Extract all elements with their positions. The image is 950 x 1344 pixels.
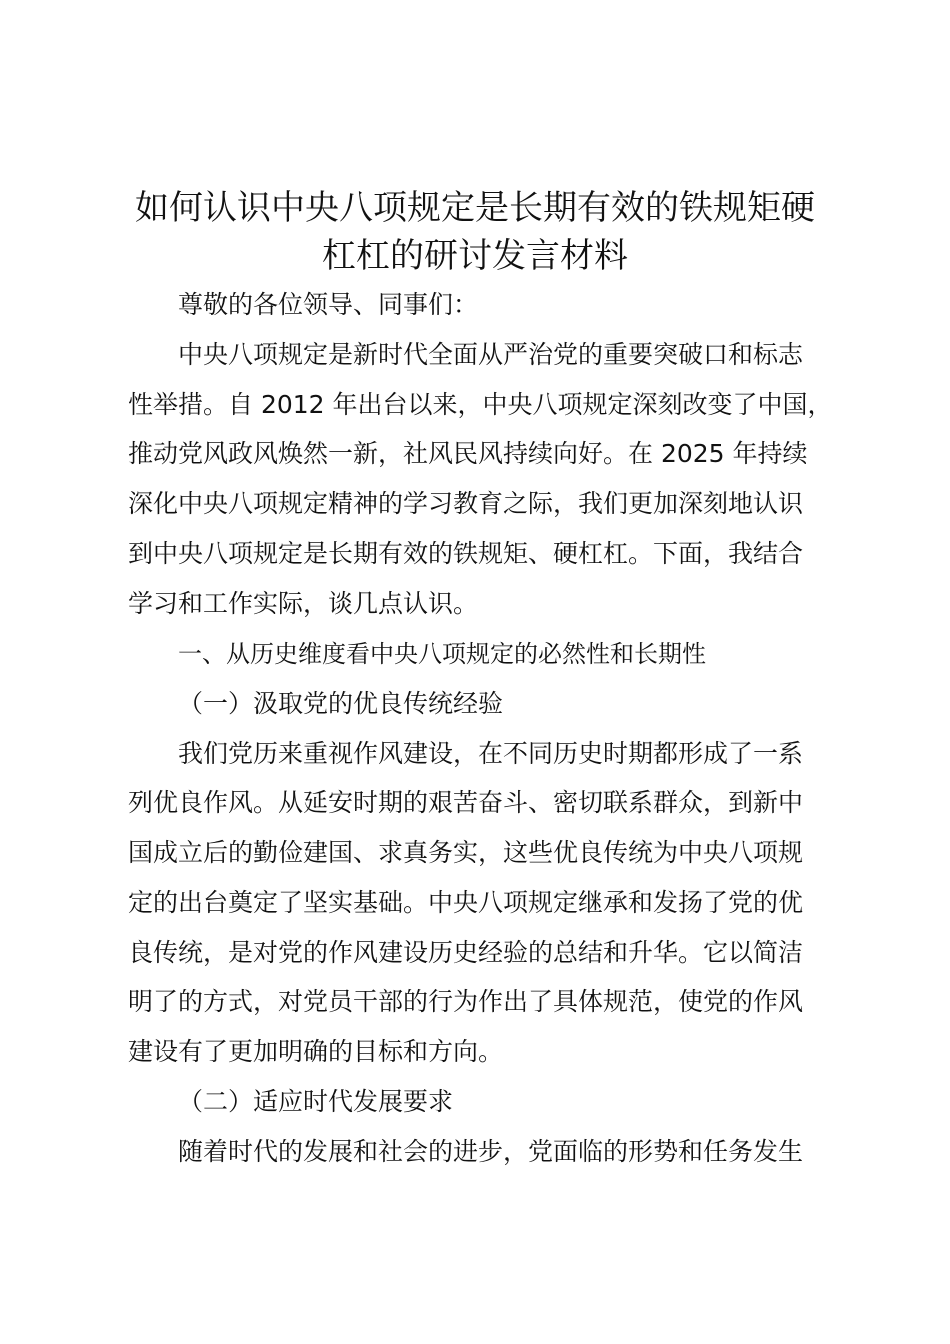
intro-paragraph-line: 到中央八项规定是长期有效的铁规矩、硬杠杠。下面，我结合 [128,539,804,568]
body-paragraph-line: 随着时代的发展和社会的进步，党面临的形势和任务发生 [178,1137,804,1166]
body-paragraph-line: 国成立后的勤俭建国、求真务实，这些优良传统为中央八项规 [128,838,804,867]
salutation: 尊敬的各位领导、同事们： [178,290,479,319]
intro-paragraph-line: 性举措。自 2012 年出台以来，中央八项规定深刻改变了中国， [128,390,833,419]
intro-paragraph-line: 推动党风政风焕然一新，社风民风持续向好。在 2025 年持续 [128,439,808,468]
body-paragraph-line: 定的出台奠定了坚实基础。中央八项规定继承和发扬了党的优 [128,888,804,917]
subsection-heading-2: （二）适应时代发展要求 [178,1087,454,1116]
body-paragraph-line: 列优良作风。从延安时期的艰苦奋斗、密切联系群众，到新中 [128,788,804,817]
section-heading-1: 一、从历史维度看中央八项规定的必然性和长期性 [178,640,706,668]
body-paragraph-line: 良传统，是对党的作风建设历史经验的总结和升华。它以简洁 [128,938,804,967]
document-title-line-1: 如何认识中央八项规定是长期有效的铁规矩硬 [135,188,815,228]
intro-paragraph-line: 学习和工作实际，谈几点认识。 [128,589,479,618]
document-title-line-2: 杠杠的研讨发言材料 [322,236,628,276]
body-paragraph-line: 明了的方式，对党员干部的行为作出了具体规范，使党的作风 [128,987,804,1016]
body-paragraph-line: 建设有了更加明确的目标和方向。 [128,1037,504,1066]
intro-paragraph-line: 深化中央八项规定精神的学习教育之际，我们更加深刻地认识 [128,489,804,518]
body-paragraph-line: 我们党历来重视作风建设，在不同历史时期都形成了一系 [178,739,804,768]
subsection-heading-1: （一）汲取党的优良传统经验 [178,689,504,718]
intro-paragraph-line: 中央八项规定是新时代全面从严治党的重要突破口和标志 [178,340,804,369]
